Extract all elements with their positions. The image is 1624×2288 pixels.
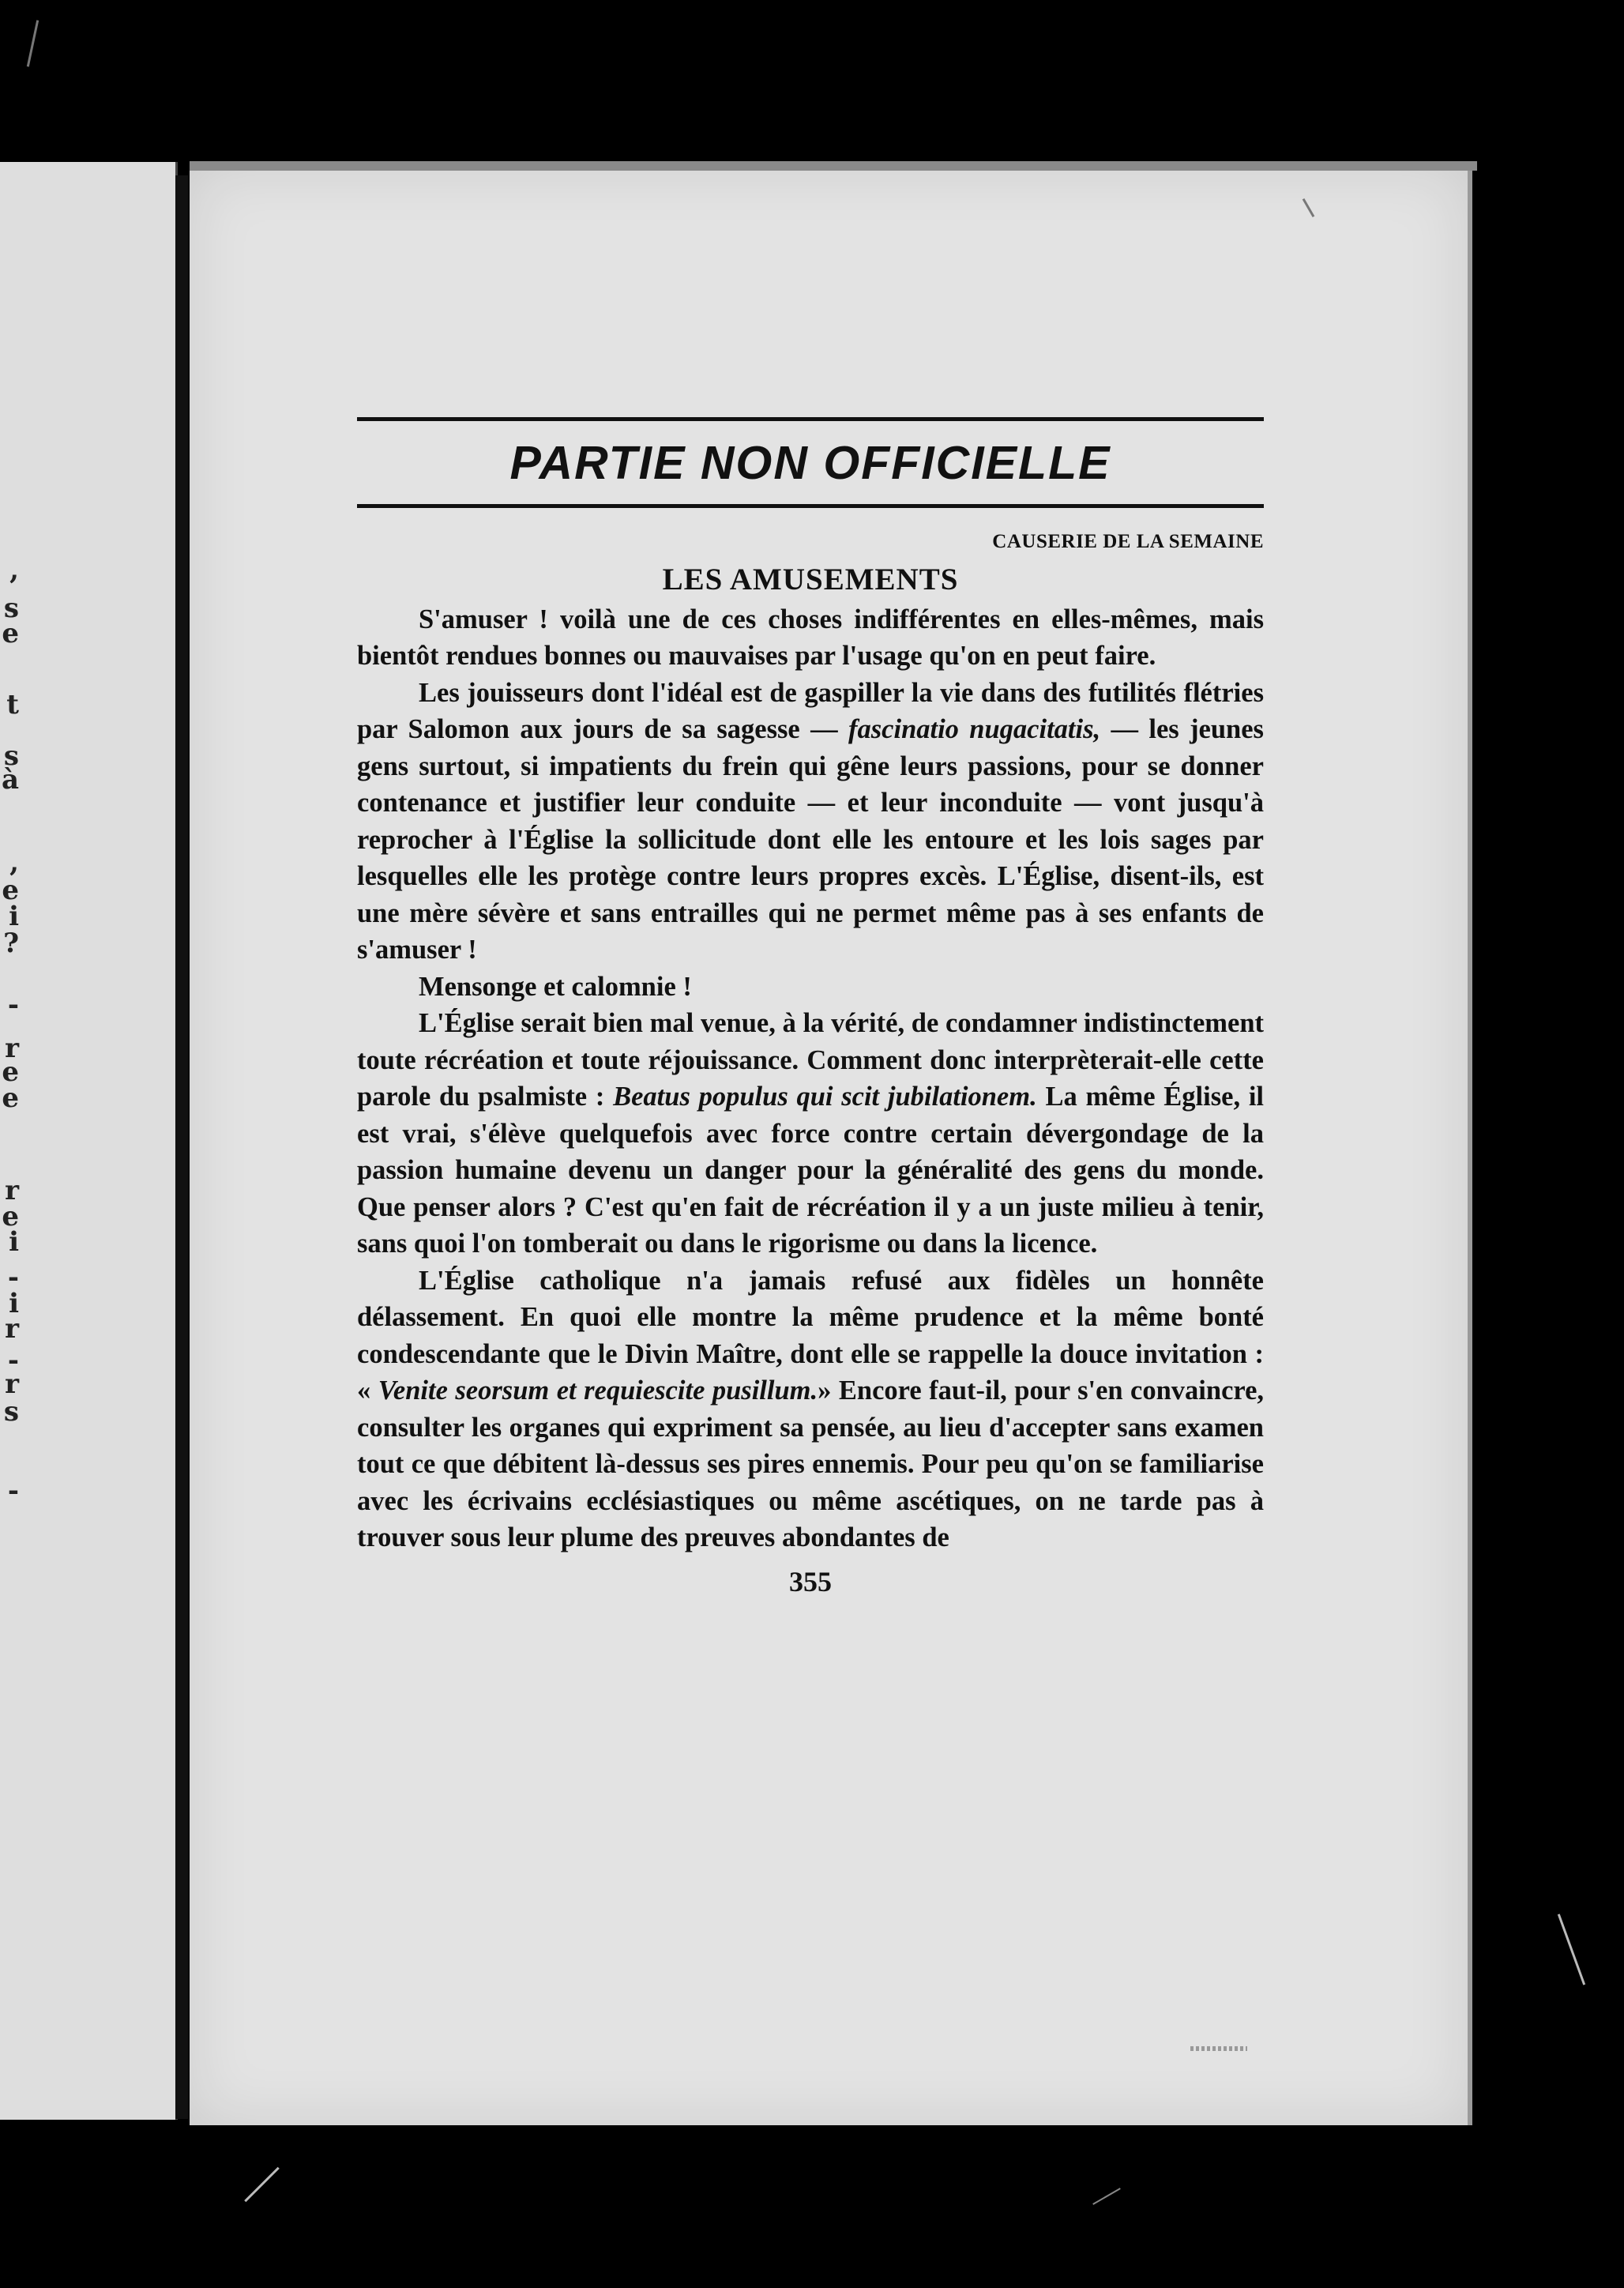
latin-quote: Venite seorsum et requiescite pusillum. (378, 1375, 818, 1406)
right-page (190, 166, 1472, 2125)
left-page-fragment: e (2, 1056, 19, 1088)
left-page-fragment: t (6, 689, 19, 721)
left-page-fragment: r (5, 1033, 19, 1064)
left-page-fragment: r (5, 1175, 19, 1206)
page-top-edge (190, 161, 1477, 171)
article-body (357, 601, 1264, 1556)
article-paragraph (357, 969, 1264, 1006)
article-paragraph (357, 1005, 1264, 1263)
film-scratch (27, 20, 39, 66)
left-page-fragment: r (5, 1313, 19, 1345)
text-run: La même Église, il est vrai, s'élève quelquefois avec force contre certain dévergondage de la passion humaine devenu un danger pour la généralité des gens du monde. Que penser alors ? C'est qu'en fait de récréation il y a un juste milieu à tenir, sans quoi l'on tomberait ou dans le rigorisme ou dans la licence. (357, 1082, 1264, 1259)
left-page-fragment: e (2, 1082, 19, 1114)
left-page-fragment: s (3, 740, 19, 772)
left-page-fragment: r (5, 1368, 19, 1400)
left-page-fragment: e (2, 1201, 19, 1232)
text-run: » Encore faut-il, pour s'en convaincre, consulter les organes qui expriment sa pensée, au lieu d'accepter sans examen tout ce que débitent là-dessus ses pires ennemis. Pour peu qu'on se familiarise avec les écrivains ecclésiastiques ou même ascétiques, on ne tarde pas à trouver sous leur plume des preuves abondantes de (357, 1375, 1265, 1553)
text-run: Les jouisseurs dont l'idéal est de gaspiller la vie dans des futilités flétries par Salomon aux jours de sa sagesse — (357, 677, 1264, 745)
microfilm-mark (1190, 2046, 1247, 2051)
article-title: LES AMUSEMENTS (662, 563, 959, 596)
left-page-text-fragments (0, 162, 24, 2120)
section-title: PARTIE NON OFFICIELLE (509, 437, 1111, 489)
left-page-fragment: e (2, 875, 19, 906)
left-page-fragment: , (9, 555, 19, 586)
article-paragraph (357, 675, 1264, 969)
left-page-fragment: - (7, 1475, 19, 1507)
film-scratch (244, 2167, 280, 2203)
header-rule-top (357, 417, 1264, 421)
left-page-fragment: s (3, 1396, 19, 1428)
left-page-fragment: i (9, 1288, 19, 1319)
text-run: L'Église serait bien mal venue, à la vérité, de condamner indistinctement toute récréation et toute réjouissance. Comment donc interprèterait-elle cette parole du psalmiste : (357, 1008, 1264, 1112)
article-paragraph (357, 601, 1264, 675)
text-run: Mensonge et calomnie ! (419, 971, 692, 1002)
left-page-fragment: - (7, 1345, 19, 1376)
text-run: — les jeunes gens surtout, si impatients du frein qui gêne leurs passions, pour se donner contenance et justifier leur conduite — et leur inconduite — vont jusqu'à reprocher à l'Église la sollicitude dont elle les entoure et les lois sages par lesquelles elle les protège contre leurs propres excès. L'Église, disent-ils, est une mère sévère et sans entrailles qui ne permet même pas à ses enfants de s'amuser ! (357, 714, 1264, 965)
text-run: S'amuser ! voilà une de ces choses indifférentes en elles-mêmes, mais bientôt rendues bonnes ou mauvaises par l'usage qu'on en peut faire. (357, 604, 1264, 672)
text-run: L'Église catholique n'a jamais refusé aux fidèles un honnête délassement. En quoi elle montre la même prudence et la même bonté condescendante que le Divin Maître, dont elle se rappelle la douce invitation : « (357, 1265, 1264, 1406)
left-page-fragment: i (9, 1226, 19, 1258)
subsection-heading: CAUSERIE DE LA SEMAINE (992, 531, 1264, 552)
left-page-fragment: à (1, 764, 19, 796)
left-page-fragment: i (9, 901, 19, 932)
film-scratch (1092, 2188, 1121, 2205)
left-page-fragment: e (2, 618, 19, 649)
left-page-fragment: ? (3, 928, 19, 959)
article-paragraph (357, 1263, 1264, 1556)
page-content (357, 417, 1264, 1596)
left-page-edge (0, 162, 178, 2120)
left-page-fragment: - (7, 989, 19, 1021)
latin-quote: fascinatio nugacitatis, (848, 714, 1101, 745)
page-number: 355 (789, 1565, 832, 1597)
left-page-fragment: s (3, 593, 19, 624)
header-rule-bottom (357, 504, 1264, 508)
left-page-fragment: , (9, 847, 19, 879)
latin-quote: Beatus populus qui scit jubilationem. (613, 1082, 1037, 1112)
film-scratch (1558, 1914, 1585, 1985)
book-spine-gutter (175, 175, 188, 2119)
left-page-fragment: - (7, 1262, 19, 1293)
